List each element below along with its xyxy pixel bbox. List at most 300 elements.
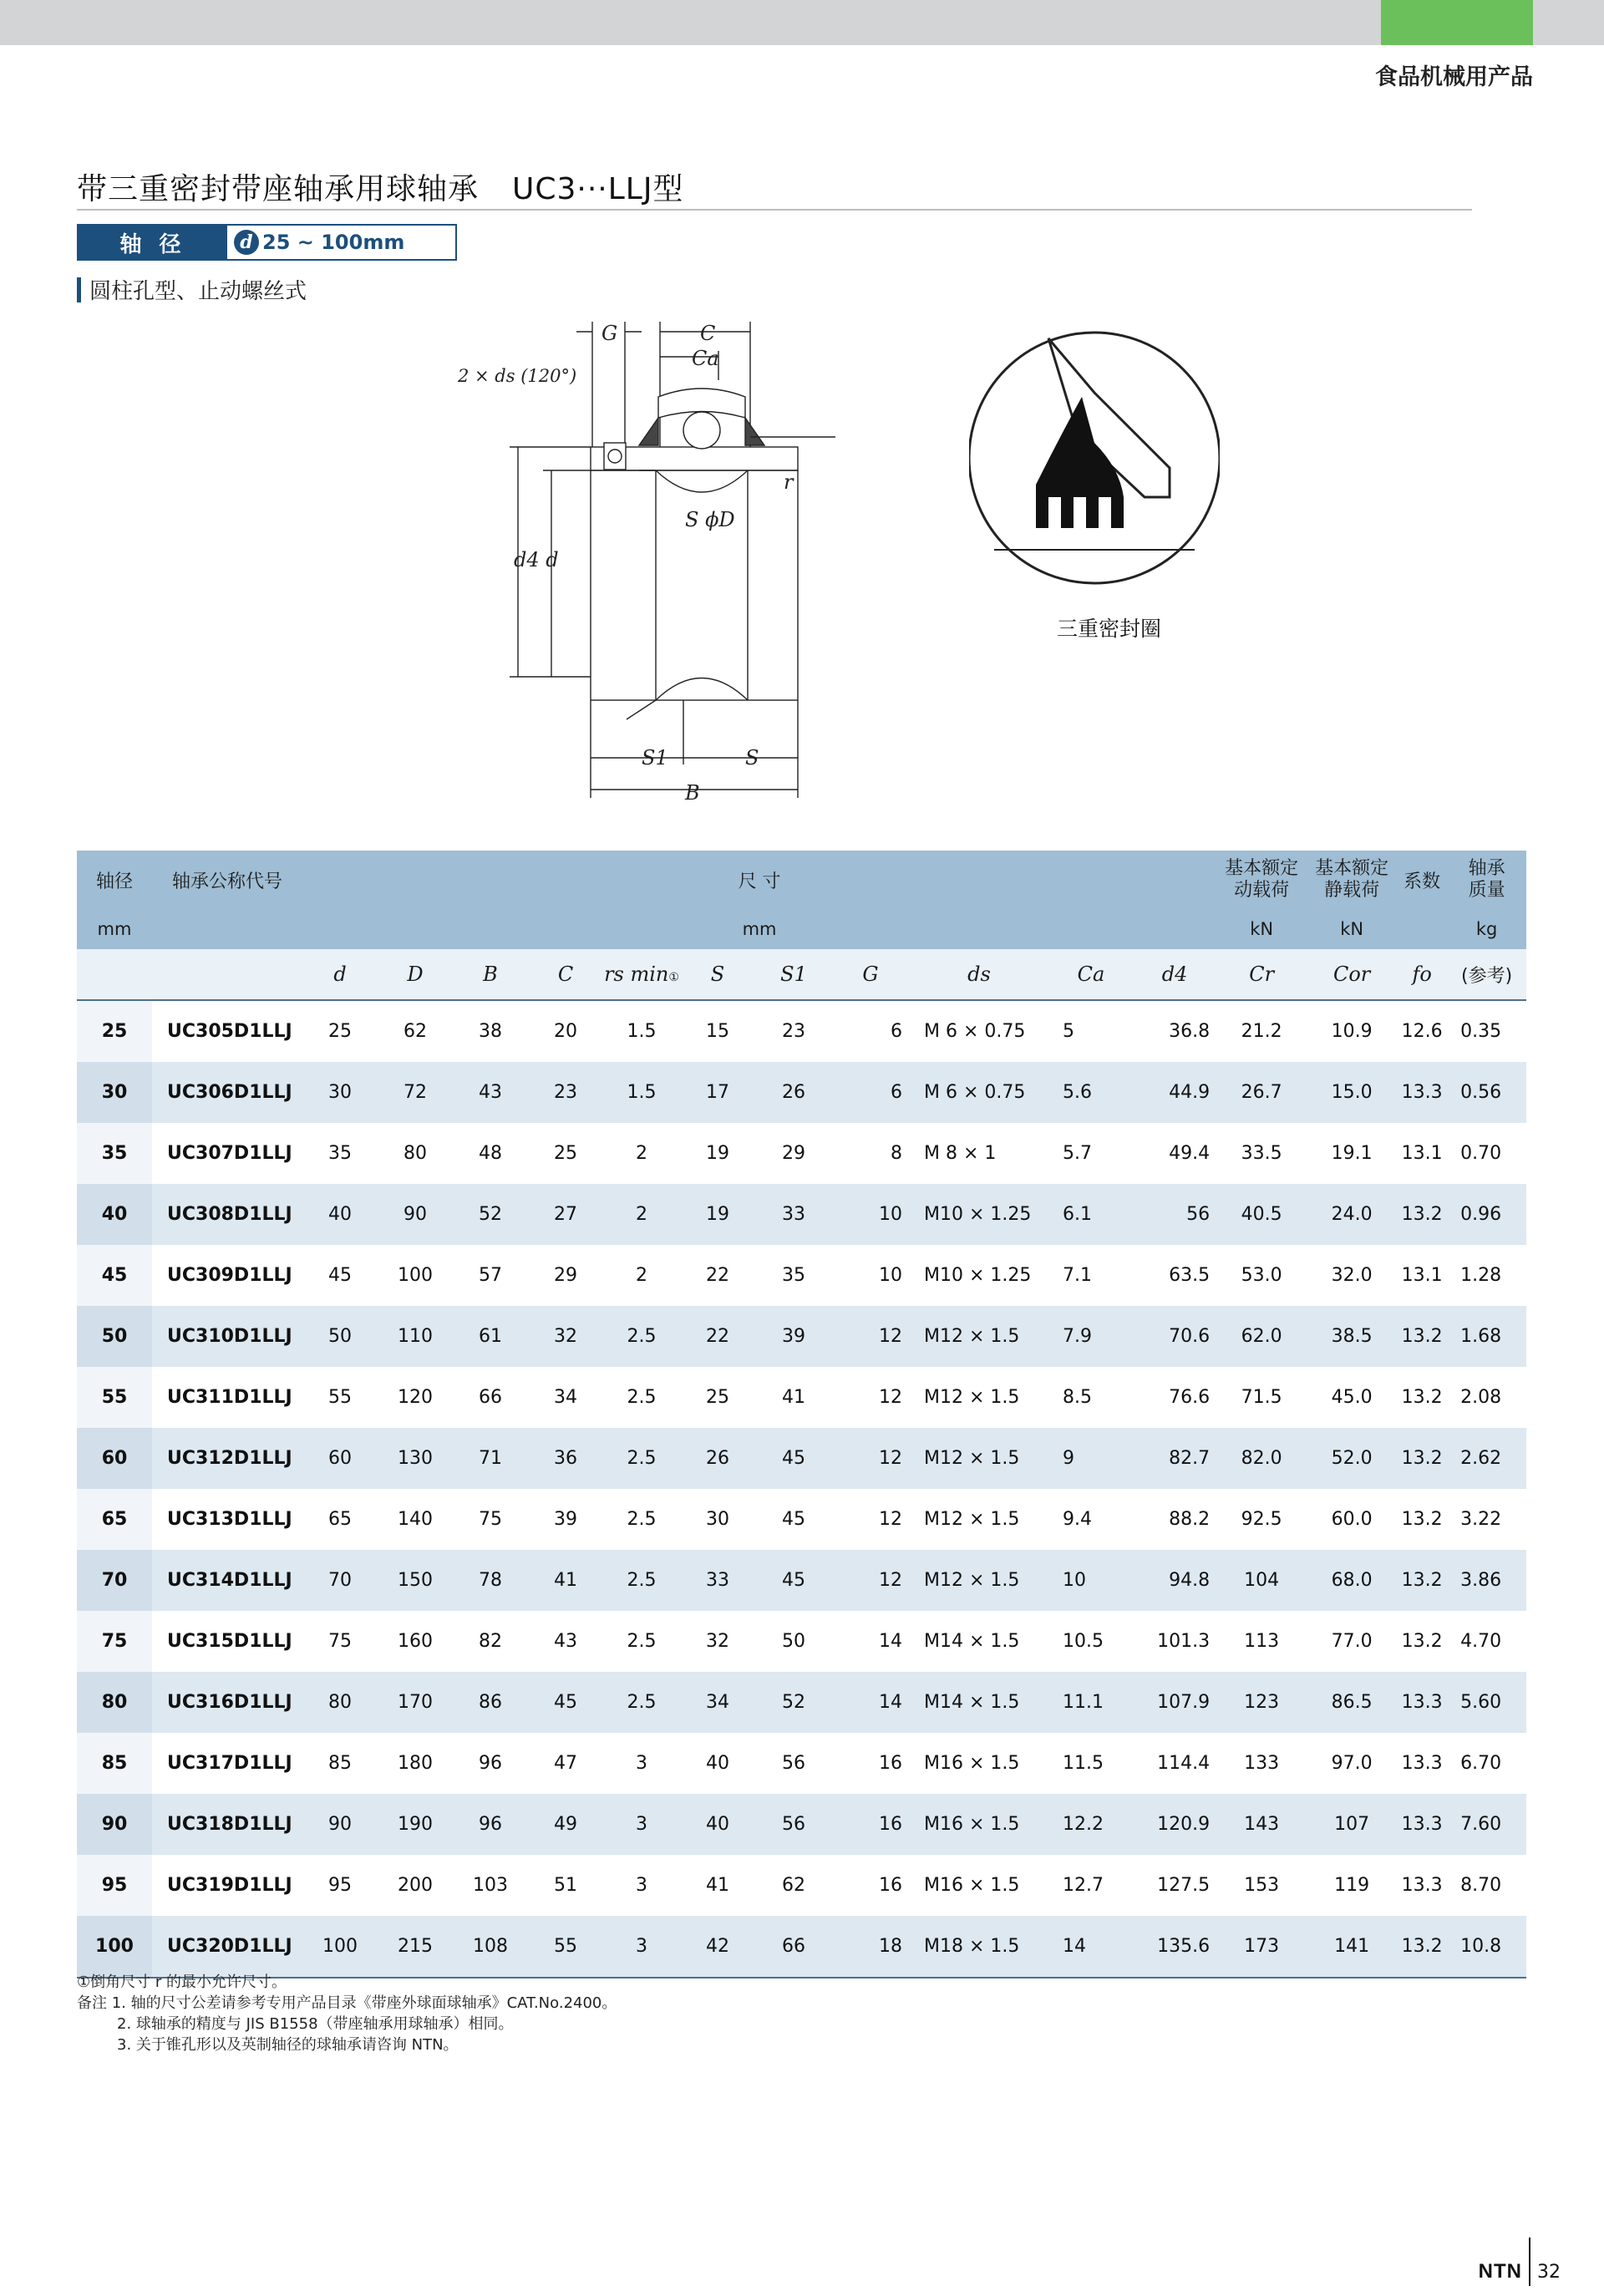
table-cell: 5.6 [1049,1062,1133,1123]
top-bar [0,0,1604,45]
table-cell: 50 [782,1631,805,1652]
table-cell: 60.0 [1331,1509,1373,1530]
note-3: 2. 球轴承的精度与 JIS B1558（带座轴承用球轴承）相同。 [117,2015,514,2033]
table-cell: 22 [680,1306,755,1367]
note-1: ①倒角尺寸 r 的最小允许尺寸。 [77,1973,287,1991]
table-cell: 13.3 [1397,1672,1447,1733]
table-row [77,1367,1526,1428]
sym-rs [603,949,680,1000]
table-cell: M14 × 1.5 [924,1631,1020,1652]
table-cell: 62 [782,1875,805,1896]
spec-table-body [77,1000,1526,1978]
table-cell: 13.3 [1397,1794,1447,1855]
table-row [77,1306,1526,1367]
table-cell: 33 [680,1550,755,1611]
table-cell: 1.28 [1460,1265,1502,1286]
spec-table [77,851,1526,1979]
table-cell: 140 [398,1509,433,1530]
table-row [77,1855,1526,1916]
header-row-1 [77,851,1526,909]
table-cell: 13.1 [1401,1143,1443,1164]
table-cell: 55 [528,1916,603,1978]
table-cell: 13.2 [1397,1428,1447,1489]
table-cell: 82.7 [1133,1428,1216,1489]
table-cell: 12.2 [1049,1794,1133,1855]
table-cell: 13.1 [1401,1265,1443,1286]
table-cell: 72 [378,1062,453,1123]
table-cell: 92.5 [1241,1509,1282,1530]
table-row [77,1428,1526,1489]
table-cell: 32.0 [1331,1265,1373,1286]
sym-B: B [453,949,528,1000]
table-cell: 96 [479,1753,502,1774]
table-cell: 55 [77,1367,152,1428]
table-row [77,1916,1526,1978]
table-cell: 119 [1334,1875,1370,1896]
table-cell: M12 × 1.5 [909,1428,1049,1489]
table-cell: 123 [1216,1672,1307,1733]
table-cell: 10 [879,1265,902,1286]
table-cell: 7.9 [1049,1306,1133,1367]
table-cell: 80 [302,1672,378,1733]
table-cell: 14 [832,1672,909,1733]
table-cell: 56 [1133,1184,1216,1245]
table-cell: 13.2 [1397,1306,1447,1367]
table-cell: 90 [302,1794,378,1855]
table-cell: 173 [1216,1916,1307,1978]
table-cell: 35 [77,1123,152,1184]
table-cell: 5 [1063,1021,1074,1042]
title-model: UC3···LLJ型 [512,172,684,206]
table-cell: 70 [302,1550,378,1611]
sym-Ca: Ca [1049,949,1133,1000]
shaft-range: 25 ~ 100mm [262,231,405,254]
notes [77,1972,617,2055]
table-cell: 30 [706,1509,729,1530]
table-row [77,1611,1526,1672]
table-cell: 114.4 [1157,1753,1211,1774]
seal-detail-circle [969,317,1220,602]
table-cell: UC315D1LLJ [167,1631,292,1652]
table-row [77,1245,1526,1306]
hdr-shaft: 轴径 [77,851,152,909]
table-cell: 82.0 [1216,1428,1307,1489]
table-cell: 6.70 [1460,1753,1502,1774]
sym-S: S [680,949,755,1000]
sym-G: G [832,949,909,1000]
table-row [77,1489,1526,1550]
table-cell: 95 [77,1855,152,1916]
table-cell: 11.1 [1049,1672,1133,1733]
table-cell: 12.7 [1063,1875,1104,1896]
table-cell: UC320D1LLJ [152,1916,302,1978]
table-cell: 35 [328,1143,352,1164]
page-number: 32 [1537,2261,1561,2283]
unit-shaft: mm [77,909,152,949]
table-cell: 62 [404,1021,427,1042]
table-cell: 13.2 [1397,1916,1447,1978]
table-cell: 15.0 [1307,1062,1397,1123]
table-cell: 100 [77,1916,152,1978]
table-cell: 82 [479,1631,502,1652]
table-cell: 21.2 [1241,1021,1282,1042]
table-cell: 88.2 [1169,1509,1211,1530]
table-cell: M16 × 1.5 [909,1794,1049,1855]
table-cell: 14 [1049,1916,1133,1978]
table-cell: 45.0 [1331,1387,1373,1408]
table-cell: 2.5 [603,1428,680,1489]
table-cell: 127.5 [1157,1875,1211,1896]
unit-cor: kN [1307,909,1397,949]
table-cell: 26 [755,1062,832,1123]
bearing-section-drawing [434,313,835,815]
table-cell: M12 × 1.5 [924,1387,1020,1408]
table-cell: 6.1 [1049,1184,1133,1245]
table-cell: 47 [554,1753,577,1774]
note-4: 3. 关于锥孔形以及英制轴径的球轴承请咨询 NTN。 [117,2036,459,2054]
title-rule [77,209,1472,211]
table-cell: 160 [398,1631,433,1652]
unit-f0-empty [1397,909,1447,949]
table-cell: UC307D1LLJ [167,1143,292,1164]
table-cell: 20 [554,1021,577,1042]
table-cell: 48 [479,1143,502,1164]
table-cell: 0.96 [1447,1184,1526,1245]
header-row-units [77,909,1526,949]
table-cell: 44.9 [1133,1062,1216,1123]
table-cell: 16 [879,1753,902,1774]
table-cell: 75 [77,1611,152,1672]
subheading-text: 圆柱孔型、止动螺丝式 [89,279,307,304]
table-cell: 50 [77,1306,152,1367]
table-cell: 10.9 [1331,1021,1373,1042]
label-ds: 2 × ds (120°) [458,366,577,386]
table-cell: 45 [328,1265,352,1286]
footer-separator [1529,2238,1530,2286]
table-cell: 120 [398,1387,433,1408]
table-cell: UC313D1LLJ [167,1509,292,1530]
table-cell: UC311D1LLJ [167,1387,292,1408]
shaft-diameter-label: 轴 径 [79,226,227,259]
table-cell: M16 × 1.5 [924,1753,1020,1774]
table-cell: 49 [528,1794,603,1855]
table-cell: 30 [77,1062,152,1123]
table-cell: 0.70 [1460,1143,1502,1164]
table-cell: 26 [680,1428,755,1489]
table-cell: 38.5 [1307,1306,1397,1367]
table-cell: 12 [879,1387,902,1408]
table-cell: 104 [1216,1550,1307,1611]
table-cell: 9.4 [1063,1509,1092,1530]
table-cell: 41 [528,1550,603,1611]
table-cell: 130 [378,1428,453,1489]
table-cell: 5.7 [1063,1143,1092,1164]
table-cell: 75 [479,1509,502,1530]
unit-cr: kN [1216,909,1307,949]
sym-rs-note: ① [668,971,679,984]
unit-mass: kg [1447,909,1526,949]
table-cell: 78 [453,1550,528,1611]
sym-ds: ds [909,949,1049,1000]
table-cell: 66 [755,1916,832,1978]
table-cell: 10.5 [1063,1631,1104,1652]
table-cell: 19 [706,1143,729,1164]
table-cell: 101.3 [1157,1631,1211,1652]
table-cell: 52.0 [1307,1428,1397,1489]
hdr-mass: 轴承 质量 [1447,851,1526,909]
table-cell: UC305D1LLJ [167,1021,292,1042]
table-cell: 29 [782,1143,805,1164]
table-row [77,1000,1526,1062]
table-cell: 62.0 [1216,1306,1307,1367]
table-cell: 52 [755,1672,832,1733]
table-cell: 95 [328,1875,352,1896]
table-cell: 16 [879,1875,902,1896]
table-cell: 153 [1244,1875,1280,1896]
table-cell: 9 [1049,1428,1133,1489]
shaft-diameter-box [77,224,457,261]
table-cell: 10 [1049,1550,1133,1611]
table-cell: 85 [77,1733,152,1794]
table-cell: 6 [832,1062,909,1123]
table-cell: 43 [453,1062,528,1123]
table-cell: 14 [879,1631,902,1652]
table-cell: 45 [528,1672,603,1733]
table-row [77,1184,1526,1245]
table-cell: 27 [528,1184,603,1245]
table-cell: 49.4 [1169,1143,1211,1164]
table-cell: 90 [378,1184,453,1245]
table-cell: 45 [755,1550,832,1611]
table-cell: 143 [1216,1794,1307,1855]
table-cell: 45 [77,1245,152,1306]
table-cell: 2.62 [1447,1428,1526,1489]
table-cell: 13.3 [1397,1062,1447,1123]
table-row [77,1733,1526,1794]
table-cell: UC316D1LLJ [152,1672,302,1733]
category-label: 食品机械用产品 [1375,64,1533,90]
subheading [77,274,307,305]
table-cell: M16 × 1.5 [924,1875,1020,1896]
table-cell: 1.68 [1447,1306,1526,1367]
table-cell: 39 [554,1509,577,1530]
table-cell: 86 [453,1672,528,1733]
table-cell: UC312D1LLJ [152,1428,302,1489]
table-cell: 4.70 [1460,1631,1502,1652]
hdr-cor: 基本额定 静载荷 [1307,851,1397,909]
table-cell: 55 [328,1387,352,1408]
table-cell: 40 [302,1184,378,1245]
table-cell: 42 [680,1916,755,1978]
table-cell: 90 [77,1794,152,1855]
label-S1: S1 [642,746,668,770]
table-cell: 3.86 [1447,1550,1526,1611]
table-cell: 10.8 [1447,1916,1526,1978]
table-cell: 34 [554,1387,577,1408]
table-cell: 70 [77,1550,152,1611]
table-cell: 0.56 [1447,1062,1526,1123]
sym-Cr: Cr [1216,949,1307,1000]
table-cell: 1.5 [627,1021,657,1042]
table-cell: M 8 × 1 [924,1143,997,1164]
table-cell: UC318D1LLJ [152,1794,302,1855]
d-symbol-icon: d [234,230,259,255]
table-cell: 11.5 [1063,1753,1104,1774]
table-cell: 13.2 [1401,1387,1443,1408]
table-cell: 2.5 [603,1672,680,1733]
table-cell: 107 [1307,1794,1397,1855]
table-cell: 200 [398,1875,433,1896]
table-cell: 75 [328,1631,352,1652]
table-cell: 13.3 [1401,1875,1443,1896]
label-C: C [700,322,716,345]
label-B: B [685,781,700,805]
table-cell: 170 [378,1672,453,1733]
table-cell: 180 [398,1753,433,1774]
table-cell: 0.35 [1460,1021,1502,1042]
table-cell: 85 [328,1753,352,1774]
table-cell: 65 [77,1489,152,1550]
seal-label: 三重密封圈 [1057,617,1162,641]
table-cell: 41 [782,1387,805,1408]
unit-code-empty [152,909,302,949]
table-cell: 12 [832,1550,909,1611]
table-cell: 1.5 [603,1062,680,1123]
table-cell: 76.6 [1169,1387,1211,1408]
sym-d: d [302,949,378,1000]
table-cell: 33 [755,1184,832,1245]
label-SD: S ϕD [685,508,735,531]
table-cell: 13.2 [1397,1184,1447,1245]
section-tab-green [1381,0,1533,45]
table-cell: 12.6 [1401,1021,1443,1042]
table-cell: 100 [398,1265,433,1286]
table-row [77,1672,1526,1733]
table-cell: 141 [1307,1916,1397,1978]
sym-Cor: Cor [1307,949,1397,1000]
table-cell: 12 [832,1306,909,1367]
table-cell: 22 [706,1265,729,1286]
table-cell: M14 × 1.5 [909,1672,1049,1733]
table-cell: 36.8 [1169,1021,1211,1042]
table-cell: 34 [680,1672,755,1733]
note-2: 备注 1. 轴的尺寸公差请参考专用产品目录《带座外球面球轴承》CAT.No.2400。 [77,1994,617,2012]
table-cell: 3 [603,1794,680,1855]
table-cell: 77.0 [1331,1631,1373,1652]
table-cell: 2 [603,1184,680,1245]
table-cell: 8.5 [1063,1387,1092,1408]
unit-dims: mm [302,909,1216,949]
table-cell: 215 [378,1916,453,1978]
table-cell: 45 [755,1428,832,1489]
table-cell: 40 [680,1794,755,1855]
table-cell: 30 [302,1062,378,1123]
table-cell: 80 [77,1672,152,1733]
table-cell: 40 [706,1753,729,1774]
table-cell: M 6 × 0.75 [924,1021,1026,1042]
table-cell: 25 [706,1387,729,1408]
table-cell: 56 [755,1794,832,1855]
table-cell: 5.60 [1447,1672,1526,1733]
table-cell: UC306D1LLJ [152,1062,302,1123]
table-cell: 103 [473,1875,508,1896]
table-row [77,1062,1526,1123]
table-cell: 32 [706,1631,729,1652]
table-cell: 13.3 [1401,1753,1443,1774]
label-Ca: Ca [692,347,719,370]
table-cell: 25 [554,1143,577,1164]
table-cell: 19 [680,1184,755,1245]
table-cell: 56 [782,1753,805,1774]
sym-code-empty [152,949,302,1000]
table-cell: 86.5 [1307,1672,1397,1733]
table-cell: M10 × 1.25 [909,1184,1049,1245]
table-cell: 40 [77,1184,152,1245]
table-cell: 51 [554,1875,577,1896]
table-row [77,1794,1526,1855]
table-cell: 2 [636,1143,647,1164]
table-cell: 53.0 [1241,1265,1282,1286]
table-cell: 8 [891,1143,902,1164]
label-G: G [602,322,618,345]
table-cell: 17 [680,1062,755,1123]
table-cell: 66 [479,1387,502,1408]
table-cell: 35 [782,1265,805,1286]
table-cell: 19.1 [1331,1143,1373,1164]
table-row [77,1550,1526,1611]
table-cell: 3 [603,1916,680,1978]
table-cell: 13.2 [1401,1509,1443,1530]
table-cell: 63.5 [1169,1265,1211,1286]
table-cell: 3 [636,1753,647,1774]
table-cell: 2.08 [1460,1387,1502,1408]
sym-shaft-empty [77,949,152,1000]
table-cell: UC314D1LLJ [152,1550,302,1611]
table-cell: UC317D1LLJ [167,1753,292,1774]
table-cell: 36 [528,1428,603,1489]
table-cell: 7.1 [1063,1265,1092,1286]
table-cell: 18 [832,1916,909,1978]
table-cell: 23 [782,1021,805,1042]
table-cell: 108 [453,1916,528,1978]
header-row-symbols [77,949,1526,1000]
hdr-code: 轴承公称代号 [152,851,302,909]
table-cell: 29 [554,1265,577,1286]
table-cell: 43 [554,1631,577,1652]
table-cell: 71 [453,1428,528,1489]
table-cell: 61 [453,1306,528,1367]
label-S: S [745,746,759,770]
table-cell: M18 × 1.5 [909,1916,1049,1978]
table-cell: 23 [528,1062,603,1123]
table-cell: UC319D1LLJ [167,1875,292,1896]
hdr-f0: 系数 [1397,851,1447,909]
label-r: r [784,470,794,494]
table-cell: 33.5 [1241,1143,1282,1164]
table-cell: 45 [782,1509,805,1530]
table-cell: 6 [891,1021,902,1042]
table-cell: 15 [706,1021,729,1042]
sym-ref: (参考) [1447,949,1526,1000]
table-cell: 7.60 [1447,1794,1526,1855]
table-cell: 38 [479,1021,502,1042]
table-cell: 135.6 [1133,1916,1216,1978]
table-cell: M12 × 1.5 [924,1509,1020,1530]
table-cell: 57 [479,1265,502,1286]
table-cell: 60 [77,1428,152,1489]
table-cell: 50 [302,1306,378,1367]
sym-S1: S1 [755,949,832,1000]
